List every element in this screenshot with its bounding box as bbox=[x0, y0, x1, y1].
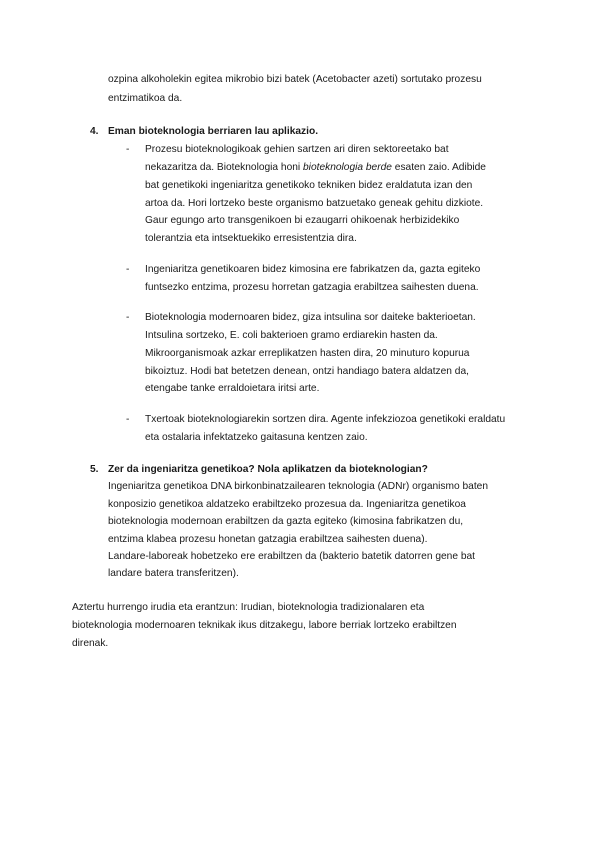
list-item-line: funtsezko entzima, prozesu horretan gatzagia erabiltzea saihesten duena. bbox=[145, 282, 479, 293]
list-item-line: Intsulina sortzeko, E. coli bakterioen gramo erdiarekin hasten da. bbox=[145, 330, 438, 341]
section-5-line: Ingeniaritza genetikoa DNA birkonbinatzailearen teknologia (ADNr) organismo baten bbox=[108, 481, 488, 492]
bullet-dash: - bbox=[126, 312, 130, 323]
intro-line: ozpina alkoholekin egitea mikrobio bizi batek (Acetobacter azeti) sortutako prozesu bbox=[108, 74, 482, 85]
text-run: nekazaritza da. Bioteknologia honi bbox=[145, 162, 304, 173]
closing-line: bioteknologia modernoaren teknikak ikus ditzakegu, labore berriak lortzeko erabiltzen bbox=[72, 620, 457, 631]
text-run: esaten zaio. Adibide bbox=[391, 162, 486, 173]
section-5-line: landare batera transferitzen). bbox=[108, 568, 239, 579]
list-item-line bbox=[145, 161, 486, 174]
list-item-line: bikoiztuz. Hodi bat betetzen denean, ontzi handiago batera aldatzen da, bbox=[145, 366, 469, 377]
section-5-line: Landare-laboreak hobetzeko ere erabiltzen da (bakterio batetik datorren gene bat bbox=[108, 551, 475, 562]
bullet-dash: - bbox=[126, 414, 130, 425]
section-5-line: bioteknologia modernoan erabiltzen da gazta egiteko (kimosina fabrikatzen du, bbox=[108, 516, 464, 527]
closing-line: Aztertu hurrengo irudia eta erantzun: Irudian, bioteknologia tradizionalaren eta bbox=[72, 602, 425, 613]
closing-line: direnak. bbox=[72, 638, 109, 649]
list-item-line: Gaur egungo arto transgenikoen bi ezaugarri ohikoenak herbizidekiko bbox=[145, 215, 460, 226]
list-item-line: eta ostalaria infektatzeko gaitasuna kentzen zaio. bbox=[145, 432, 368, 443]
list-item-line: bat genetikoki ingeniaritza genetikoko tekniken bidez eraldatuta izan den bbox=[145, 180, 473, 191]
intro-line: entzimatikoa da. bbox=[108, 93, 183, 104]
section-5-line: konposizio genetikoa aldatzeko erabiltzeko prozesua da. Ingeniaritza genetikoa bbox=[108, 499, 466, 510]
section-4-number: 4. bbox=[90, 126, 99, 137]
italic-term: bioteknologia berde bbox=[303, 162, 392, 173]
bullet-dash: - bbox=[126, 264, 130, 275]
list-item-line: etengabe tanke erraldoietara iritsi arte. bbox=[145, 383, 320, 394]
list-item-line: artoa da. Hori lortzeko beste organismo batzuetako geneak gehitu dizkiote. bbox=[145, 198, 484, 209]
list-item-line: Prozesu bioteknologikoak gehien sartzen ari diren sektoreetako bat bbox=[145, 144, 449, 155]
bullet-dash: - bbox=[126, 144, 130, 155]
list-item-line: Mikroorganismoak azkar erreplikatzen hasten dira, 20 minuturo kopurua bbox=[145, 348, 470, 359]
section-5-title: Zer da ingeniaritza genetikoa? Nola aplikatzen da bioteknologian? bbox=[108, 464, 428, 475]
section-4-title: Eman bioteknologia berriaren lau aplikazio. bbox=[108, 126, 319, 137]
list-item-line: Txertoak bioteknologiarekin sortzen dira. Agente infekziozoa genetikoki eraldatu bbox=[145, 414, 506, 425]
section-5-line: entzima klabea prozesu honetan gatzagia erabiltzea saihesten duena). bbox=[108, 534, 428, 545]
list-item-line: Ingeniaritza genetikoaren bidez kimosina ere fabrikatzen da, gazta egiteko bbox=[145, 264, 481, 275]
section-5-number: 5. bbox=[90, 464, 99, 475]
list-item-line: tolerantzia eta intsektuekiko erresistentzia dira. bbox=[145, 233, 357, 244]
list-item-line: Bioteknologia modernoaren bidez, giza intsulina sor daiteke bakterioetan. bbox=[145, 312, 476, 323]
